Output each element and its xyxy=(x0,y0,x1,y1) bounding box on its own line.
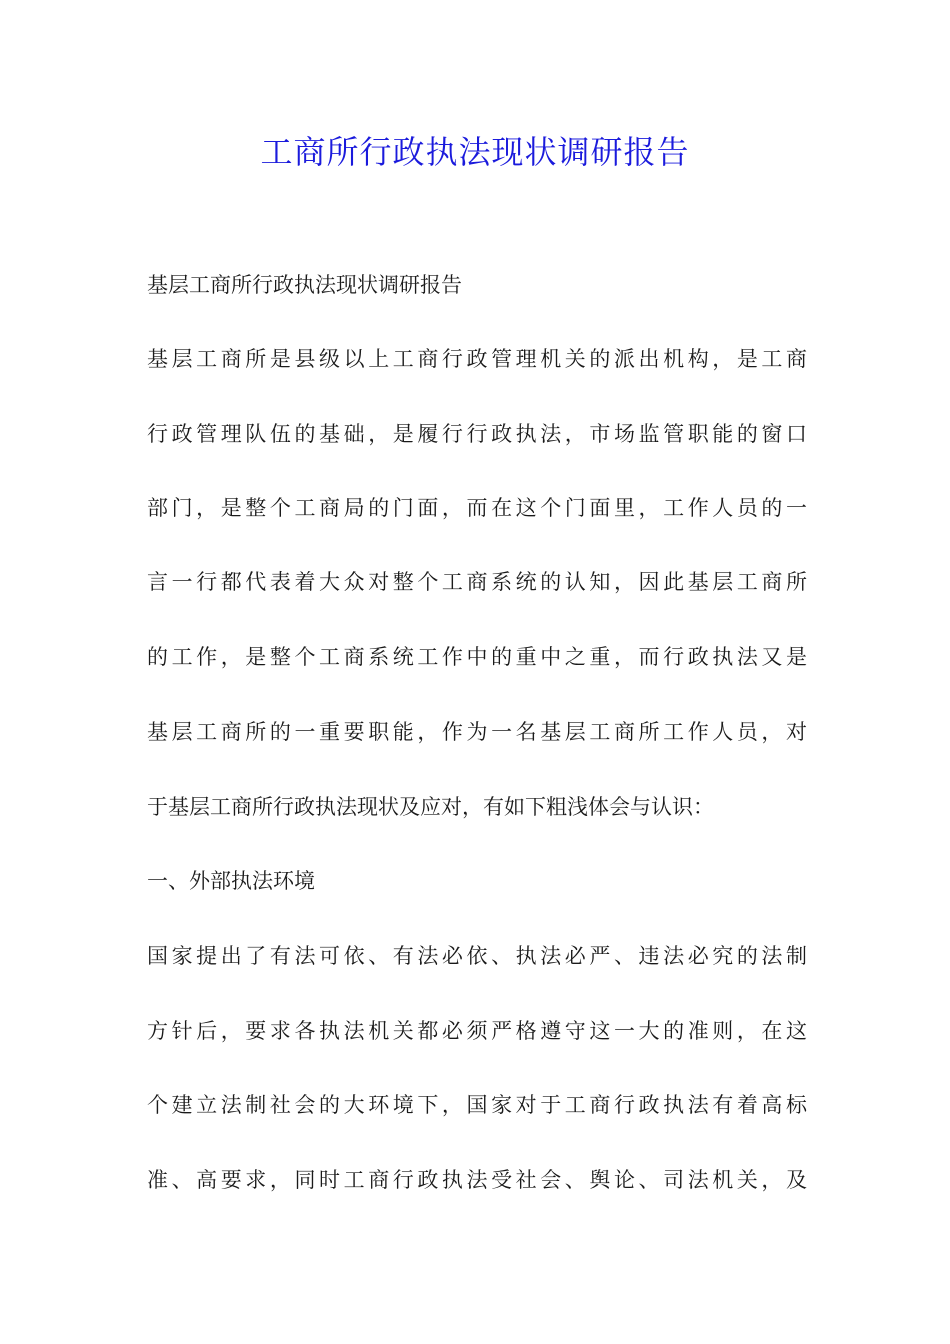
section-heading: 一、外部执法环境 xyxy=(147,869,315,893)
document-subtitle: 基层工商所行政执法现状调研报告 xyxy=(147,273,462,297)
paragraph-line: 准、高要求，同时工商行政执法受社会、舆论、司法机关，及 xyxy=(147,1168,807,1192)
paragraph-line: 国家提出了有法可依、有法必依、执法必严、违法必究的法制 xyxy=(147,944,807,968)
paragraph-line: 的工作，是整个工商系统工作中的重中之重，而行政执法又是 xyxy=(147,645,807,669)
paragraph-line: 部门，是整个工商局的门面，而在这个门面里，工作人员的一 xyxy=(147,496,807,520)
paragraph-line: 言一行都代表着大众对整个工商系统的认知，因此基层工商所 xyxy=(147,570,807,594)
paragraph-line: 方针后，要求各执法机关都必须严格遵守这一大的准则，在这 xyxy=(147,1019,807,1043)
paragraph-line: 行政管理队伍的基础，是履行行政执法，市场监管职能的窗口 xyxy=(147,422,807,446)
paragraph-line: 基层工商所的一重要职能，作为一名基层工商所工作人员，对 xyxy=(147,720,807,744)
paragraph-line: 基层工商所是县级以上工商行政管理机关的派出机构，是工商 xyxy=(147,347,807,371)
document-title: 工商所行政执法现状调研报告 xyxy=(260,133,690,171)
paragraph-line: 于基层工商所行政执法现状及应对，有如下粗浅体会与认识： xyxy=(147,795,714,819)
paragraph-line: 个建立法制社会的大环境下，国家对于工商行政执法有着高标 xyxy=(147,1093,807,1117)
